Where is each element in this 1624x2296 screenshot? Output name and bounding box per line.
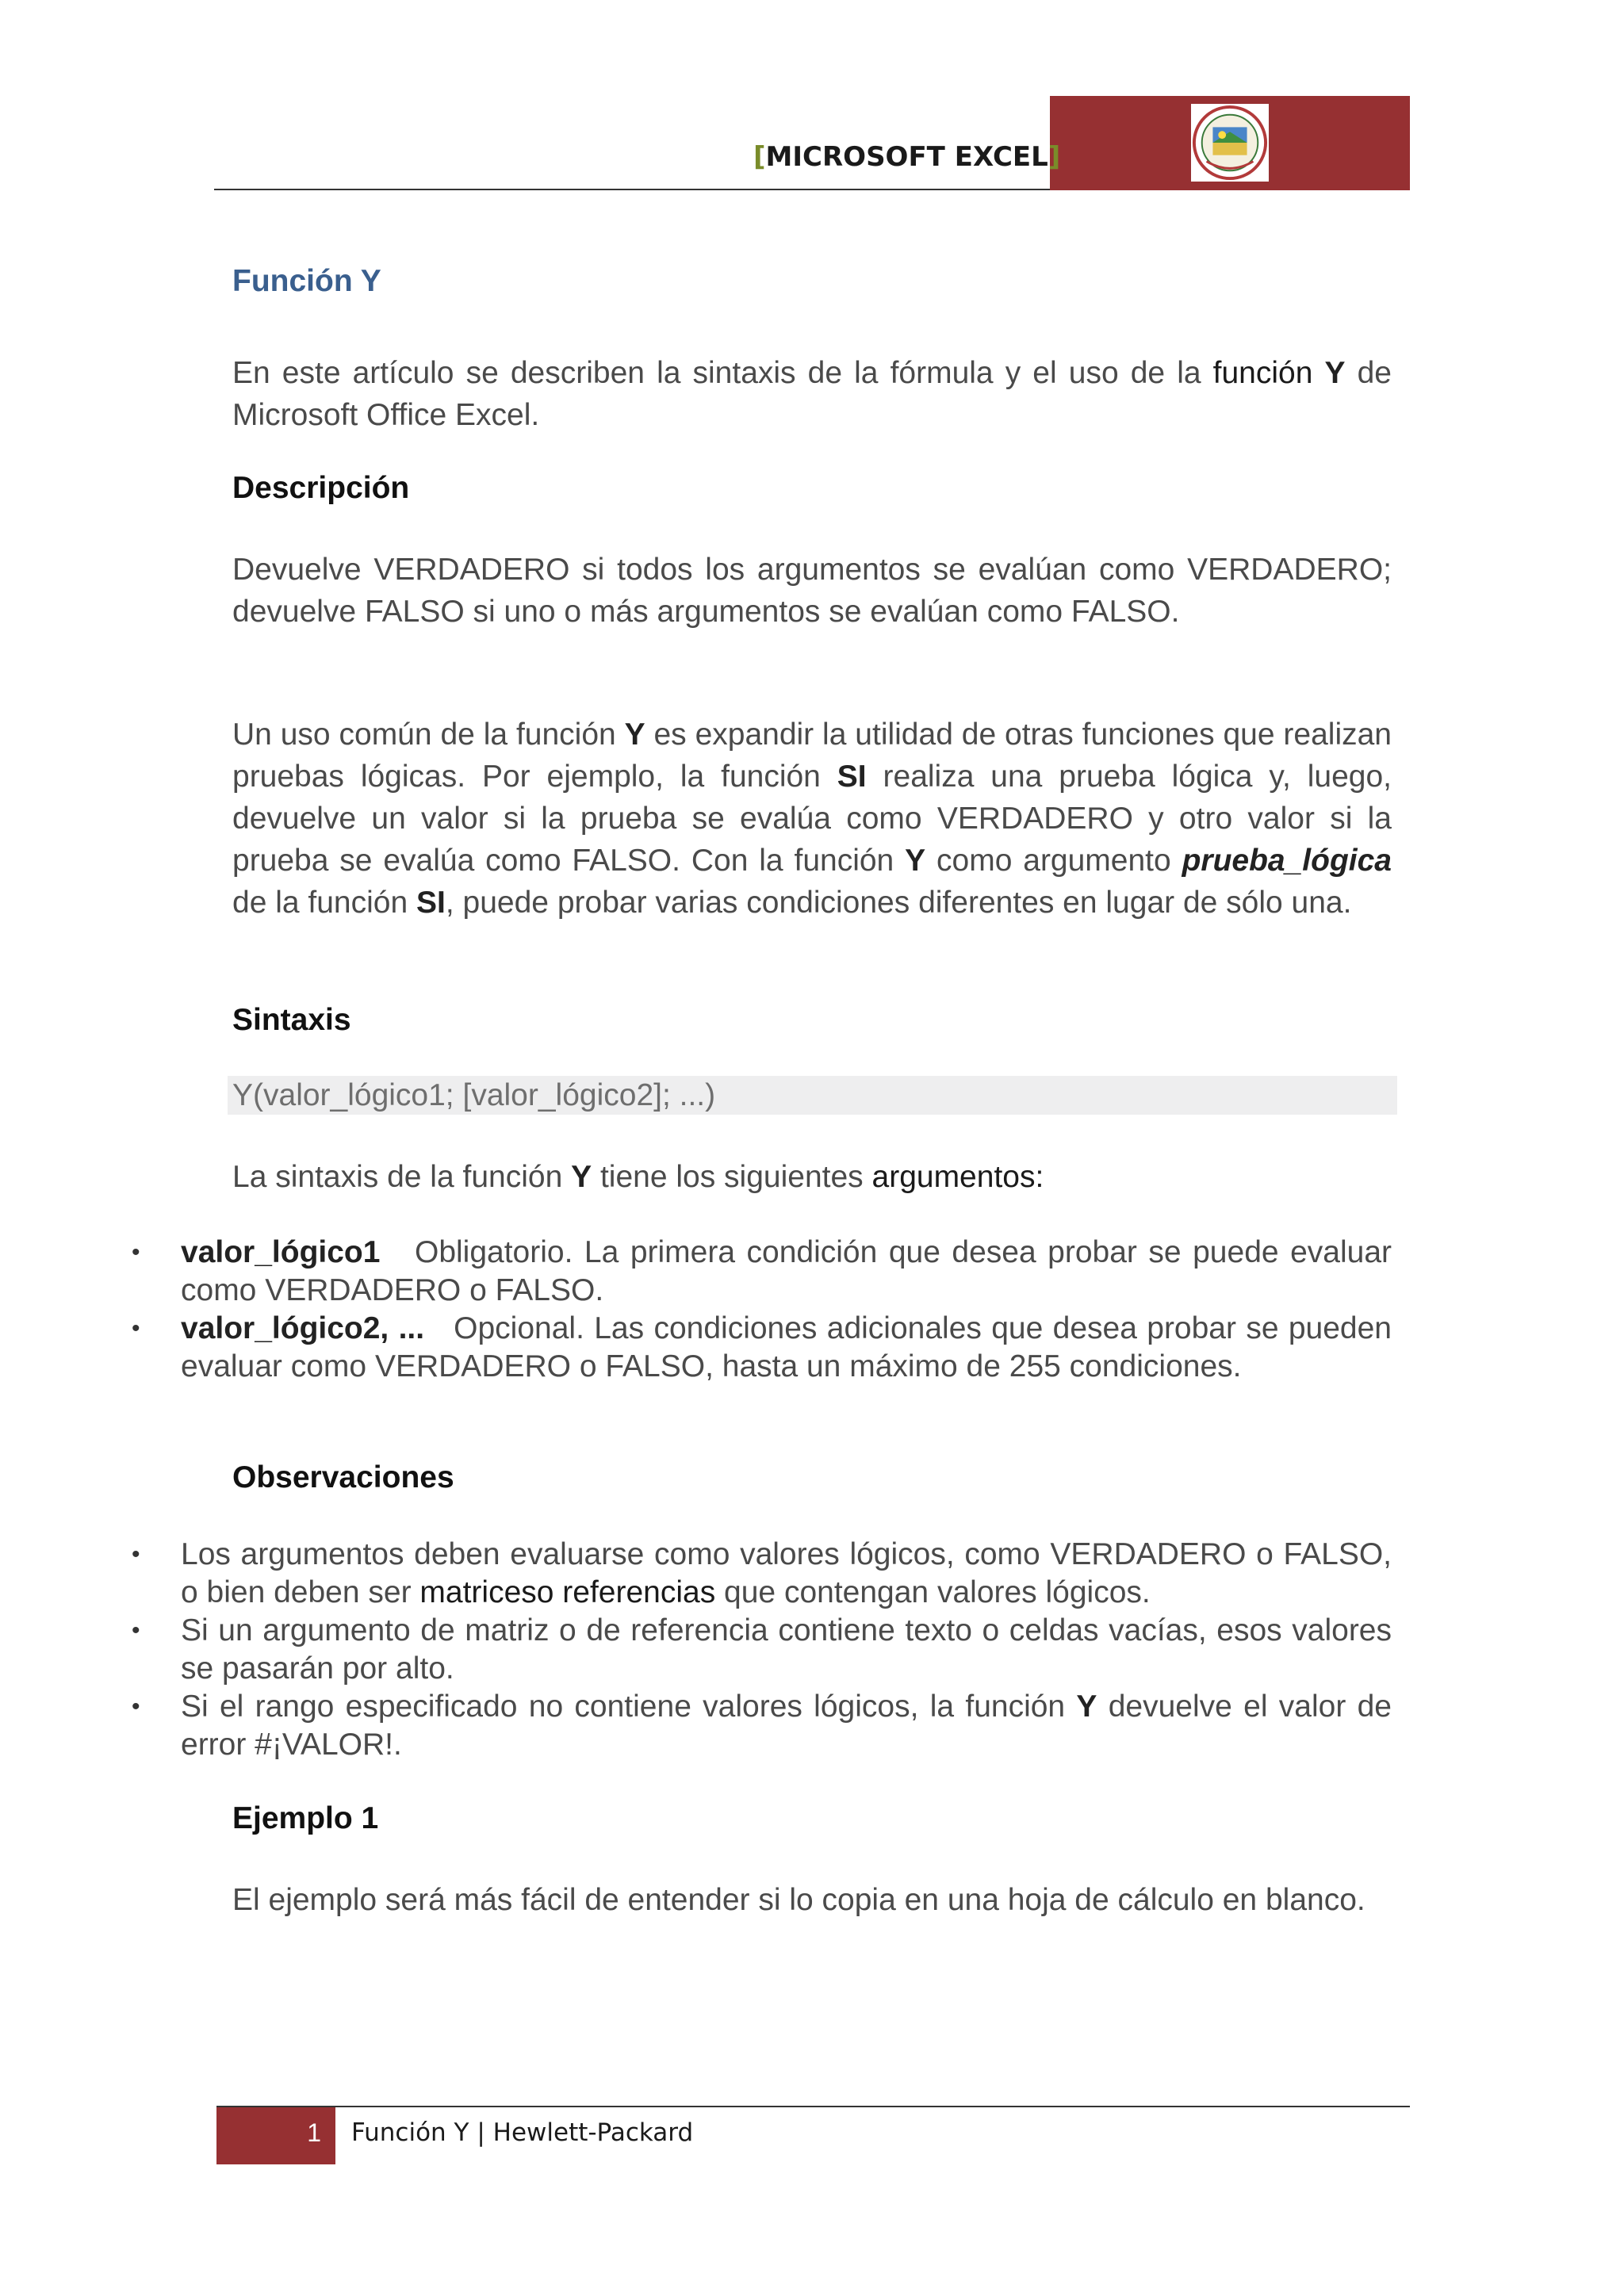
- article-title: Función Y: [232, 264, 381, 298]
- footer-rule: [216, 2106, 1410, 2107]
- list-item: • Los argumentos deben evaluarse como valores lógicos, como VERDADERO o FALSO, o bien deben ser matriceso referencias que contengan valores lógicos.: [132, 1537, 1392, 1609]
- syntax-heading: Sintaxis: [232, 1003, 351, 1037]
- example-paragraph: El ejemplo será más fácil de entender si lo copia en una hoja de cálculo en blanco.: [232, 1883, 1365, 1917]
- header-rule: [214, 189, 1050, 190]
- bullet-icon: •: [132, 1617, 140, 1644]
- seal-emblem-icon: [1191, 104, 1269, 182]
- footer-text: Función Y | Hewlett-Packard: [351, 2118, 694, 2147]
- intro-paragraph: En este artículo se describen la sintaxis de la fórmula y el uso de la función Y de Microsoft Office Excel.: [232, 356, 1392, 432]
- remarks-list: [127, 1536, 1392, 1764]
- example-heading: Ejemplo 1: [232, 1801, 379, 1835]
- list-item: • Si el rango especificado no contiene valores lógicos, la función Y devuelve el valor de error #¡VALOR!.: [132, 1689, 1392, 1762]
- list-item: • valor_lógico1 Obligatorio. La primera condición que desea probar se puede evaluar como VERDADERO o FALSO.: [132, 1235, 1392, 1307]
- argumentos-link[interactable]: argumentos:: [871, 1160, 1044, 1194]
- matrices-referencias-link[interactable]: matriceso referencias: [419, 1575, 716, 1609]
- syntax-formula: Y(valor_lógico1; [valor_lógico2]; ...): [232, 1078, 716, 1112]
- description-paragraph-2: Un uso común de la función Y es expandir la utilidad de otras funciones que realizan pruebas lógicas. Por ejemplo, la función SI realiza una prueba lógica y, luego, devuelve un valor si la prueba se evalúa como VERDADERO y otro valor si la prueba se evalúa como FALSO. Con la función Y como argumento prueba_lógica de la función SI, puede probar varias condiciones diferentes en lugar de sólo una.: [232, 718, 1392, 920]
- description-heading: Descripción: [232, 471, 410, 505]
- bullet-icon: •: [132, 1239, 140, 1265]
- bullet-icon: •: [132, 1693, 140, 1720]
- funcion-link[interactable]: función: [1212, 356, 1325, 390]
- list-item: • Si un argumento de matriz o de referencia contiene texto o celdas vacías, esos valores se pasarán por alto.: [132, 1613, 1392, 1686]
- list-item: • valor_lógico2, ... Opcional. Las condiciones adicionales que desea probar se pueden evaluar como VERDADERO o FALSO, hasta un máximo de 255 condiciones.: [132, 1311, 1392, 1383]
- bullet-icon: •: [132, 1541, 140, 1567]
- bullet-icon: •: [132, 1315, 140, 1341]
- page-number: 1: [307, 2118, 321, 2147]
- description-paragraph-1: Devuelve VERDADERO si todos los argumentos se evalúan como VERDADERO; devuelve FALSO si uno o más argumentos se evalúan como FALSO.: [232, 553, 1392, 629]
- header-title: [MICROSOFT EXCEL]: [753, 141, 1061, 173]
- arguments-list: [127, 1234, 1392, 1386]
- remarks-heading: Observaciones: [232, 1460, 454, 1494]
- syntax-intro: La sintaxis de la función Y tiene los siguientes argumentos:: [232, 1160, 1044, 1194]
